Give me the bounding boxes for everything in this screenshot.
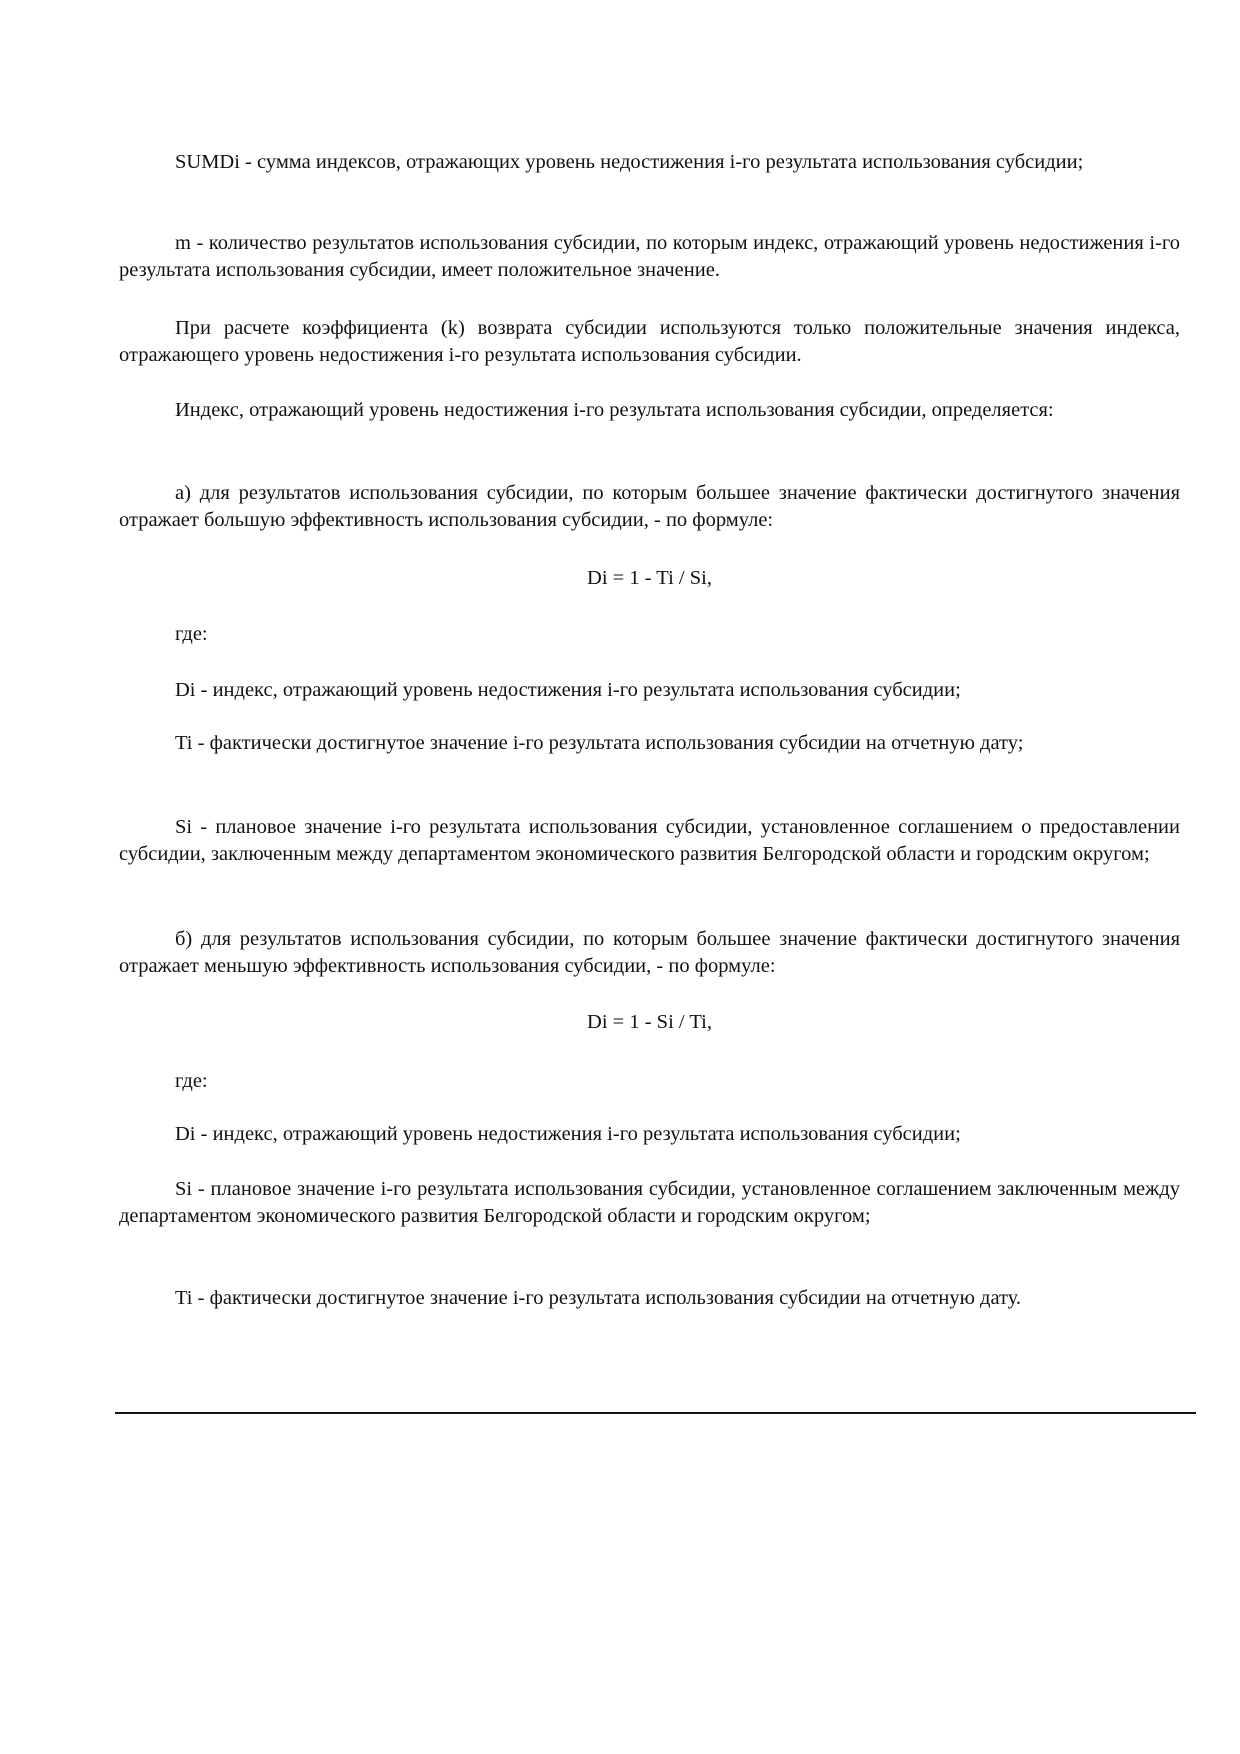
paragraph-di-a: Di - индекс, отражающий уровень недостижения i-го результата использования субсидии; xyxy=(175,679,961,701)
paragraph-si-b: Si - плановое значение i-го результата использования субсидии, установленное соглашением заключенным между департаментом экономического развития Белгородской области и городским округом; xyxy=(119,1178,1180,1227)
paragraph-index-def: Индекс, отражающий уровень недостижения i-го результата использования субсидии, определяется: xyxy=(175,399,1054,421)
where-label-a: где: xyxy=(175,623,208,645)
paragraph-case-a: а) для результатов использования субсидии, по которым большее значение фактически достигнутого значения отражает большую эффективность использования субсидии, - по формуле: xyxy=(119,482,1180,531)
paragraph-k-calc: При расчете коэффициента (k) возврата субсидии используются только положительные значения индекса, отражающего уровень недостижения i-го результата использования субсидии. xyxy=(119,317,1180,366)
paragraph-ti-b: Ti - фактически достигнутое значение i-го результата использования субсидии на отчетную дату. xyxy=(175,1287,1022,1309)
paragraph-ti-a: Ti - фактически достигнутое значение i-го результата использования субсидии на отчетную дату; xyxy=(175,732,1024,754)
footer-divider xyxy=(115,1412,1196,1414)
paragraph-case-b: б) для результатов использования субсидии, по которым большее значение фактически достигнутого значения отражает меньшую эффективность использования субсидии, - по формуле: xyxy=(119,928,1180,977)
paragraph-si-a: Si - плановое значение i-го результата использования субсидии, установленное соглашением о предоставлении субсидии, заключенным между департаментом экономического развития Белгородской области и городским округом; xyxy=(119,816,1180,865)
paragraph-di-b: Di - индекс, отражающий уровень недостижения i-го результата использования субсидии; xyxy=(175,1123,961,1145)
formula-b: Di = 1 - Si / Ti, xyxy=(587,1011,712,1033)
paragraph-sumdi: SUMDi - сумма индексов, отражающих уровень недостижения i-го результата использования субсидии; xyxy=(175,151,1084,173)
formula-a: Di = 1 - Ti / Si, xyxy=(587,567,712,589)
where-label-b: где: xyxy=(175,1070,208,1092)
paragraph-m: m - количество результатов использования субсидии, по которым индекс, отражающий уровень недостижения i-го результата использования субсидии, имеет положительное значение. xyxy=(119,232,1180,281)
